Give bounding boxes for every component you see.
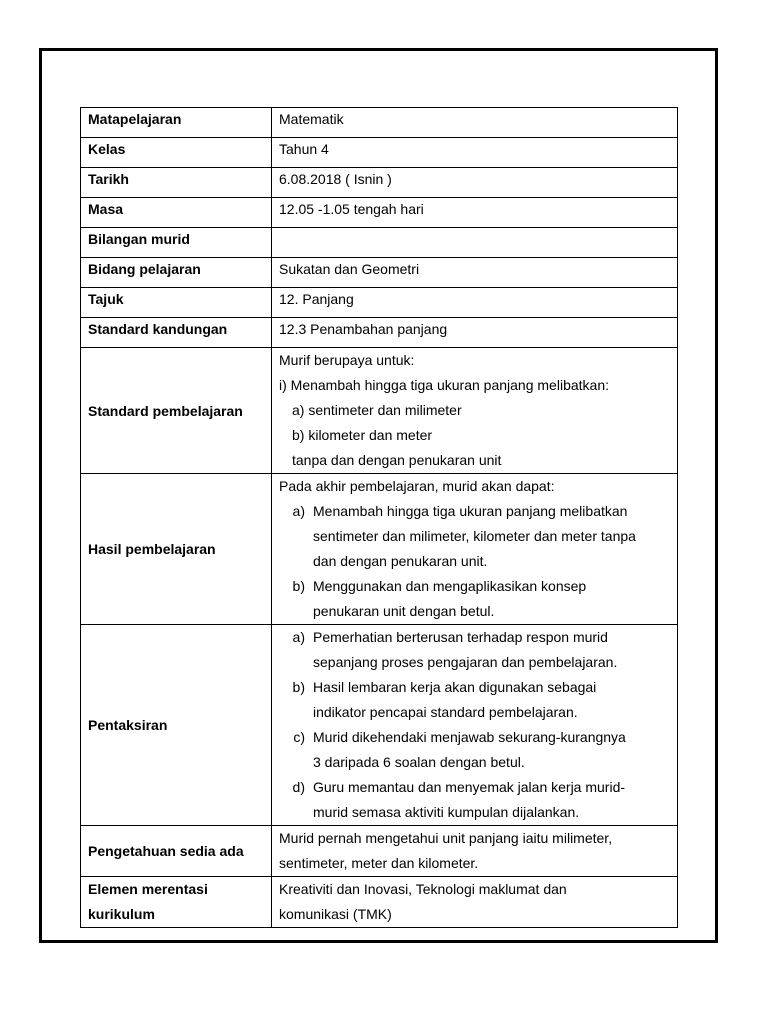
list-line: Menambah hingga tiga ukuran panjang melibatkan [313, 503, 628, 519]
row-label: Tarikh [81, 168, 272, 198]
row-kelas [81, 138, 678, 168]
row-value: 12. Panjang [272, 288, 678, 318]
list-line: 3 daripada 6 soalan dengan betul. [313, 754, 525, 770]
sp-tail: tanpa dan dengan penukaran unit [292, 452, 502, 468]
list-line: sepanjang proses pengajaran dan pembelajaran. [313, 654, 618, 670]
row-hasil-pembelajaran [81, 474, 678, 625]
row-label: Kelas [81, 138, 272, 168]
row-label: Bidang pelajaran [81, 258, 272, 288]
list-item [279, 675, 670, 725]
row-standard-kandungan [81, 318, 678, 348]
list-line: penukaran unit dengan betul. [313, 603, 495, 619]
list-line: Hasil lembaran kerja akan digunakan sebagai [313, 679, 597, 695]
row-bidang-pelajaran [81, 258, 678, 288]
lesson-plan-table [80, 107, 678, 928]
row-bilangan-murid [81, 228, 678, 258]
list-item [279, 725, 670, 775]
sp-intro: Murif berupaya untuk: [279, 352, 415, 368]
row-tajuk [81, 288, 678, 318]
pengetahuan-line: Murid pernah mengetahui unit panjang iaitu milimeter, [279, 830, 613, 846]
list-item [279, 625, 670, 675]
list-line: dan dengan penukaran unit. [313, 553, 488, 569]
pengetahuan-line: sentimeter, meter dan kilometer. [279, 855, 479, 871]
row-value [272, 348, 678, 474]
row-label: Standard pembelajaran [81, 348, 272, 474]
elemen-label-line: kurikulum [88, 906, 155, 922]
row-elemen-merentasi-kurikulum [81, 877, 678, 928]
list-marker: b) [292, 679, 305, 695]
list-line: Pemerhatian berterusan terhadap respon murid [313, 629, 608, 645]
row-matapelajaran [81, 108, 678, 138]
list-item [279, 775, 670, 825]
elemen-line: Kreativiti dan Inovasi, Teknologi maklumat dan [279, 881, 567, 897]
row-label: Tajuk [81, 288, 272, 318]
list-item [279, 499, 670, 574]
row-standard-pembelajaran [81, 348, 678, 474]
row-value [272, 228, 678, 258]
row-value [272, 877, 678, 928]
list-marker: b) [292, 578, 305, 594]
row-label [81, 877, 272, 928]
elemen-line: komunikasi (TMK) [279, 906, 392, 922]
sp-sub-a: a) sentimeter dan milimeter [292, 402, 462, 418]
row-value: 6.08.2018 ( Isnin ) [272, 168, 678, 198]
row-value [272, 625, 678, 826]
row-label: Hasil pembelajaran [81, 474, 272, 625]
row-label: Standard kandungan [81, 318, 272, 348]
row-pentaksiran [81, 625, 678, 826]
row-value: Matematik [272, 108, 678, 138]
row-value: Tahun 4 [272, 138, 678, 168]
list-line: indikator pencapai standard pembelajaran. [313, 704, 578, 720]
list-line: Menggunakan dan mengaplikasikan konsep [313, 578, 587, 594]
list-marker: c) [293, 729, 305, 745]
sp-sub-b: b) kilometer dan meter [292, 427, 433, 443]
list-line: murid semasa aktiviti kumpulan dijalankan. [313, 804, 580, 820]
row-masa [81, 198, 678, 228]
hp-intro: Pada akhir pembelajaran, murid akan dapat: [279, 478, 555, 494]
row-label: Pengetahuan sedia ada [81, 826, 272, 877]
row-pengetahuan-sedia-ada [81, 826, 678, 877]
elemen-label-line: Elemen merentasi [88, 881, 208, 897]
row-value: 12.05 -1.05 tengah hari [272, 198, 678, 228]
row-value: 12.3 Penambahan panjang [272, 318, 678, 348]
row-label: Masa [81, 198, 272, 228]
sp-main: i) Menambah hingga tiga ukuran panjang melibatkan: [279, 377, 609, 393]
row-value [272, 826, 678, 877]
row-value [272, 474, 678, 625]
list-marker: d) [292, 779, 305, 795]
row-label: Bilangan murid [81, 228, 272, 258]
list-line: sentimeter dan milimeter, kilometer dan meter tanpa [313, 528, 636, 544]
list-item [279, 574, 670, 624]
list-marker: a) [292, 629, 305, 645]
list-line: Guru memantau dan menyemak jalan kerja murid- [313, 779, 626, 795]
row-value: Sukatan dan Geometri [272, 258, 678, 288]
row-label: Matapelajaran [81, 108, 272, 138]
row-label: Pentaksiran [81, 625, 272, 826]
list-marker: a) [292, 503, 305, 519]
row-tarikh [81, 168, 678, 198]
list-line: Murid dikehendaki menjawab sekurang-kurangnya [313, 729, 626, 745]
